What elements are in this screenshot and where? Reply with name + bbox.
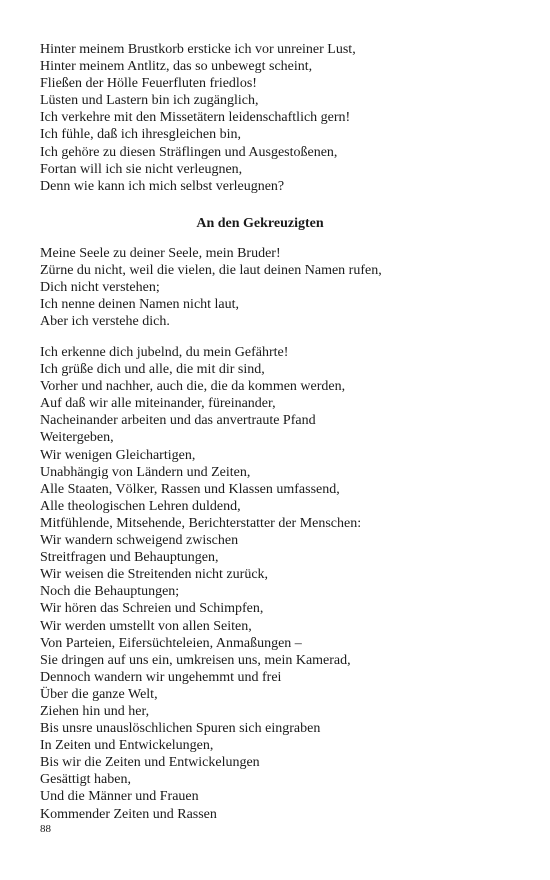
poem-line: Hinter meinem Brustkorb ersticke ich vor unreiner Lust,	[40, 42, 356, 57]
poem-line: Fortan will ich sie nicht verleugnen,	[40, 161, 243, 177]
poem-line: Gesättigt haben,	[40, 772, 131, 788]
poem-line: In Zeiten und Entwickelungen,	[40, 738, 214, 754]
poem-line: Alle theologischen Lehren duldend,	[40, 498, 241, 514]
poem-line: Streitfragen und Behauptungen,	[40, 550, 219, 566]
poem-line: Bis wir die Zeiten und Entwickelungen	[40, 755, 260, 771]
poem-line: Bis unsre unauslöschlichen Spuren sich eingraben	[40, 721, 321, 737]
poem-line: Meine Seele zu deiner Seele, mein Bruder!	[40, 246, 281, 261]
poem-line: Aber ich verstehe dich.	[40, 314, 170, 330]
poem-line: Nacheinander arbeiten und das anvertraute Pfand	[40, 413, 316, 429]
poem-line: Unabhängig von Ländern und Zeiten,	[40, 464, 251, 480]
poem-line: Ich fühle, daß ich ihresgleichen bin,	[40, 127, 241, 143]
poem-line: Hinter meinem Antlitz, das so unbewegt scheint,	[40, 59, 313, 75]
stanza-1	[40, 41, 520, 195]
poem-line: Ich verkehre mit den Missetätern leidenschaftlich gern!	[40, 110, 351, 126]
poem-line: Wir wandern schweigend zwischen	[40, 533, 239, 549]
poem-line: Ich gehöre zu diesen Sträflingen und Ausgestoßenen,	[40, 144, 338, 160]
poem-line: Mitfühlende, Mitsehende, Berichterstatter der Menschen:	[40, 515, 362, 531]
poem-line: Sie dringen auf uns ein, umkreisen uns, mein Kamerad,	[40, 652, 351, 668]
poem-line: Zürne du nicht, weil die vielen, die laut deinen Namen rufen,	[40, 263, 382, 279]
stanza-3	[40, 344, 520, 823]
poem-line: Wir hören das Schreien und Schimpfen,	[40, 601, 264, 617]
poem-line: Fließen der Hölle Feuerfluten friedlos!	[40, 76, 257, 92]
poem-line: Und die Männer und Frauen	[40, 789, 199, 805]
poem-line: Auf daß wir alle miteinander, füreinander,	[40, 396, 276, 412]
poem-line: Noch die Behauptungen;	[40, 584, 180, 600]
poem-line: Wir weisen die Streitenden nicht zurück,	[40, 567, 269, 583]
poem-line: Ich nenne deinen Namen nicht laut,	[40, 297, 240, 313]
poem-line: Vorher und nachher, auch die, die da kommen werden,	[40, 379, 346, 395]
poem-line: Ich erkenne dich jubelnd, du mein Gefährte!	[40, 345, 289, 360]
poem-line: Von Parteien, Eifersüchteleien, Anmaßungen –	[40, 635, 302, 651]
poem-line: Wir wenigen Gleichartigen,	[40, 447, 196, 463]
poem-line: Lüsten und Lastern bin ich zugänglich,	[40, 93, 259, 109]
poem-line: Denn wie kann ich mich selbst verleugnen?	[40, 178, 285, 194]
poem-line: Ziehen hin und her,	[40, 703, 150, 719]
page-number: 88	[40, 823, 51, 835]
stanza-2	[40, 245, 520, 330]
poem-line: Dich nicht verstehen;	[40, 280, 160, 296]
poem-line: Dennoch wandern wir ungehemmt und frei	[40, 669, 282, 685]
poem-line: Alle Staaten, Völker, Rassen und Klassen umfassend,	[40, 481, 340, 497]
poem-title: An den Gekreuzigten	[196, 216, 324, 231]
poem-line: Über die ganze Welt,	[40, 686, 158, 702]
poem-line: Weitergeben,	[40, 430, 114, 446]
poem-line: Kommender Zeiten und Rassen	[40, 806, 217, 822]
poem-line: Ich grüße dich und alle, die mit dir sind,	[40, 362, 265, 378]
poem-line: Wir werden umstellt von allen Seiten,	[40, 618, 252, 634]
